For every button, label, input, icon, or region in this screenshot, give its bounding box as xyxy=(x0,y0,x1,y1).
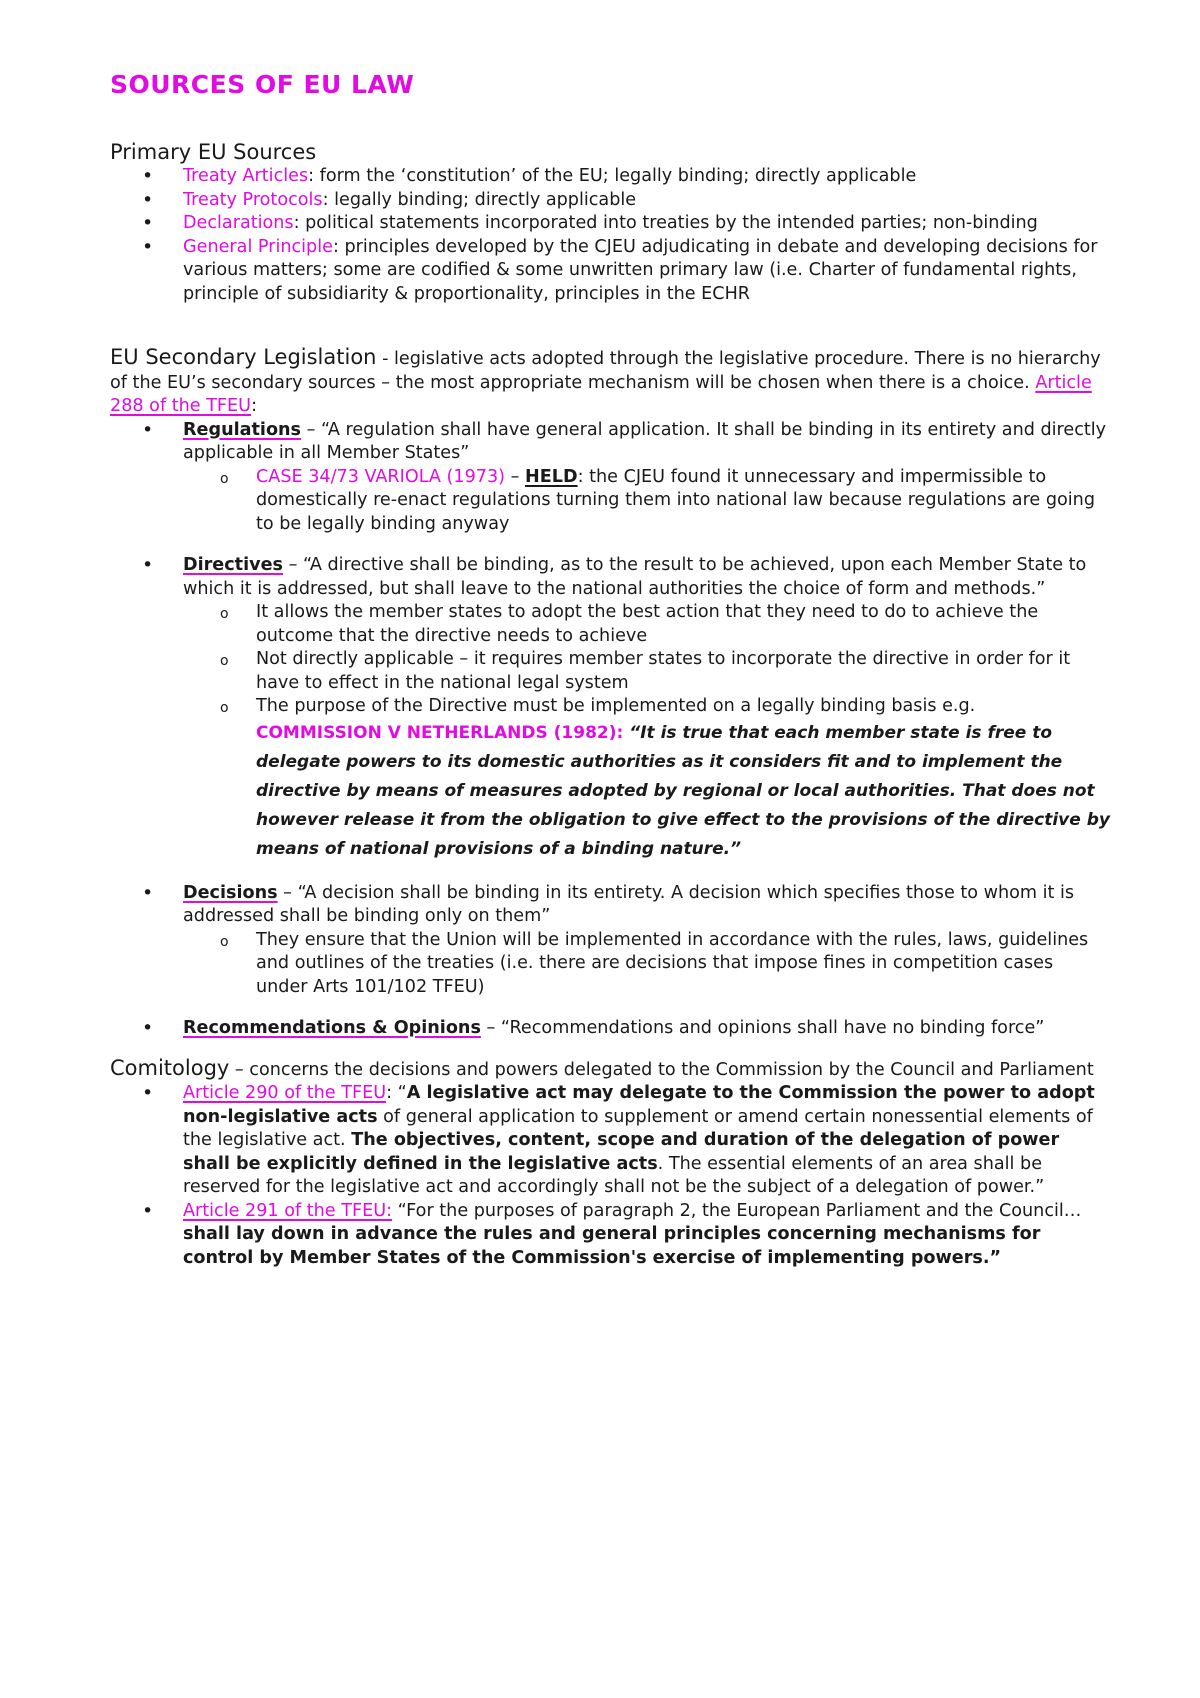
regulations-sublist xyxy=(110,466,1110,537)
plain-text: “For the purposes of paragraph 2, the European Parliament and the Council… xyxy=(392,1200,1082,1221)
list-item-art290 xyxy=(110,1082,1110,1200)
secondary-heading: EU Secondary Legislation xyxy=(110,345,377,369)
term-text: : political statements incorporated into treaties by the intended parties; non-binding xyxy=(293,213,1038,233)
comitology-list xyxy=(110,1082,1110,1270)
document-title: SOURCES OF EU LAW xyxy=(110,70,415,99)
case-text: : the CJEU found it unnecessary and impermissible to domestically re-enact regulations turning them into national law because regulations are going to be legally binding anyway xyxy=(256,466,1095,534)
article-288-link[interactable]: Article 288 of the TFEU xyxy=(110,372,1092,416)
secondary-intro-text: - legislative acts adopted through the legislative procedure. There is no hierarchy of the EU’s secondary sources – the most appropriate mechanism will be chosen when there is a choice. xyxy=(110,349,1101,393)
dash-text: – xyxy=(505,466,526,487)
list-item xyxy=(110,189,1110,213)
quote-bold: the obligation to give effect to the provisions of the directive by means of national provisions of a binding nature xyxy=(256,809,1110,859)
secondary-intro xyxy=(110,344,1110,419)
list-item-recommendations xyxy=(110,1017,1110,1041)
colon-text: : xyxy=(251,396,257,416)
decisions-sublist xyxy=(110,929,1110,1000)
list-item-regulations xyxy=(110,419,1110,466)
sub-item: o They ensure that the Union will be implemented in accordance with the rules, laws, guidelines and outlines of the treaties (i.e. there are decisions that impose fines in competition cases under Arts 101/102 TFEU) xyxy=(110,929,1110,1000)
primary-sources-section xyxy=(110,139,1110,306)
quote-end: .” xyxy=(723,838,742,859)
primary-sources-list xyxy=(110,165,1110,306)
secondary-list xyxy=(110,419,1110,466)
list-item-decisions xyxy=(110,882,1110,929)
list-item xyxy=(110,236,1110,307)
quote-open: : “ xyxy=(386,1083,407,1103)
sub-item: o It allows the member states to adopt the best action that they need to do to achieve the outcome that the directive needs to achieve xyxy=(110,601,1110,648)
spacer xyxy=(110,999,1110,1017)
plain-text: of general application to supplement or amend certain nonessential elements of the legislative act. xyxy=(183,1106,1093,1150)
directives-text: – “A directive shall be binding, as to the result to be achieved, upon each Member State to which it is addressed, but shall leave to the national authorities the choice of form and methods.” xyxy=(183,555,1087,599)
decisions-term: Decisions xyxy=(183,882,278,903)
recommendations-text: – “Recommendations and opinions shall have no binding force” xyxy=(480,1018,1045,1038)
term-text: : legally binding; directly applicable xyxy=(322,189,637,210)
list-item xyxy=(110,165,1110,189)
term-label: Treaty Articles xyxy=(183,166,309,186)
decisions-list xyxy=(110,882,1110,929)
case-variola: CASE 34/73 VARIOLA (1973) xyxy=(256,466,506,487)
article-291-link[interactable]: Article 291 of the TFEU: xyxy=(183,1200,393,1221)
bold-text: shall lay down in advance the rules and general principles concerning mechanisms for control by Member States of the Commission's exercise of implementing powers.” xyxy=(183,1224,1041,1268)
term-label: Treaty Protocols xyxy=(183,189,323,210)
article-290-link[interactable]: Article 290 of the TFEU xyxy=(183,1083,387,1103)
comitology-section xyxy=(110,1055,1110,1271)
sub-item xyxy=(110,695,1110,864)
term-text: : form the ‘constitution’ of the EU; legally binding; directly applicable xyxy=(308,166,917,186)
comitology-heading: Comitology xyxy=(110,1055,230,1080)
case-netherlands: COMMISSION V NETHERLANDS (1982): xyxy=(256,722,624,743)
plain-text: . The essential elements of an area shall be reserved for the legislative act and accordingly shall not be the subject of a delegation of power.” xyxy=(183,1153,1045,1197)
comitology-intro xyxy=(110,1055,1110,1083)
regulations-term: Regulations xyxy=(183,419,302,440)
bold-text: The objectives, content, scope and duration of the delegation of power shall be explicitly defined in the legislative acts xyxy=(183,1130,1060,1174)
list-item-art291 xyxy=(110,1200,1110,1271)
directives-sublist xyxy=(110,601,1110,864)
regulations-text: – “A regulation shall have general application. It shall be binding in its entirety and directly applicable in all Member States” xyxy=(183,419,1107,463)
term-text: : principles developed by the CJEU adjudicating in debate and developing decisions for various matters; some are codified & some unwritten primary law (i.e. Charter of fundamental rights, principle of subsidiarity & proportionality, principles in the ECHR xyxy=(183,236,1098,304)
list-item xyxy=(110,212,1110,236)
directives-term: Directives xyxy=(183,555,283,575)
spacer xyxy=(110,864,1110,882)
quote-text: “It is true that each member state is free to delegate powers to its domestic authorities as it considers fit and to implement the directive by means of measures adopted by regional or local authorities. That does not however release it from xyxy=(256,722,1095,830)
decisions-text: – “A decision shall be binding in its entirety. A decision which specifies those to whom it is addressed shall be binding only on them” xyxy=(183,882,1075,926)
recommendations-list xyxy=(110,1017,1110,1041)
directives-list xyxy=(110,554,1110,601)
netherlands-quote xyxy=(256,723,1110,859)
recommendations-term: Recommendations & Opinions xyxy=(183,1018,481,1038)
list-item-directives xyxy=(110,554,1110,601)
term-label: General Principle xyxy=(183,236,333,257)
bold-text: A legislative act may delegate to the Commission the power to adopt non-legislative acts xyxy=(183,1083,1095,1127)
sub-item-text: The purpose of the Directive must be implemented on a legally binding basis e.g. xyxy=(256,696,976,716)
term-label: Declarations xyxy=(183,213,294,233)
spacer xyxy=(110,536,1110,554)
document-page xyxy=(110,70,1110,1270)
comitology-intro-text: – concerns the decisions and powers delegated to the Commission by the Council and Parliament xyxy=(229,1059,1094,1080)
primary-sources-heading: Primary EU Sources xyxy=(110,140,317,164)
sub-item: o Not directly applicable – it requires member states to incorporate the directive in order for it have to effect in the national legal system xyxy=(110,648,1110,695)
sub-item xyxy=(110,466,1110,537)
held-label: HELD xyxy=(525,466,578,487)
secondary-legislation-section xyxy=(110,344,1110,1041)
